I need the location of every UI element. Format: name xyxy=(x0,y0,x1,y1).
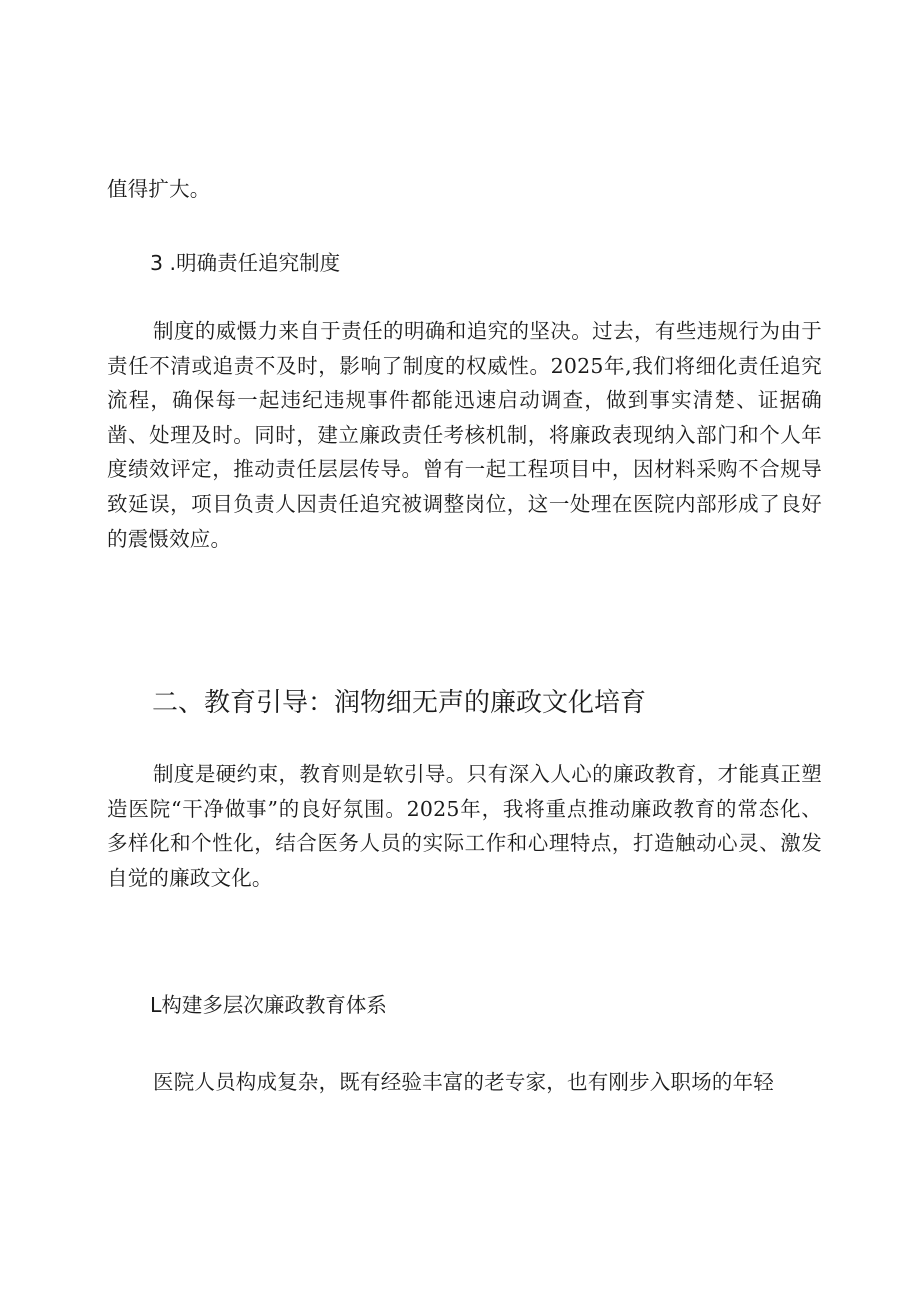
continuation-text: 值得扩大。 xyxy=(107,177,211,201)
subsection1-heading: L构建多层次廉政教育体系 xyxy=(150,993,387,1017)
part2-paragraph: 制度是硬约束，教育则是软引导。只有深入人心的廉政教育，才能真正塑造医院“干净做事”的良好氛围。2025年，我将重点推动廉政教育的常态化、多样化和个性化，结合医务人员的实际工作和心理特点，打造触动心灵、激发自觉的廉政文化。 xyxy=(107,762,822,890)
subsection1-paragraph: 医院人员构成复杂，既有经验丰富的老专家，也有刚步入职场的年轻 xyxy=(153,1070,774,1094)
section3-paragraph: 制度的威慑力来自于责任的明确和追究的坚决。过去，有些违规行为由于责任不清或追责不及时，影响了制度的权威性。2025年,我们将细化责任追究流程，确保每一起违纪违规事件都能迅速启动调查，做到事实清楚、证据确凿、处理及时。同时，建立廉政责任考核机制，将廉政表现纳入部门和个人年度绩效评定，推动责任层层传导。曾有一起工程项目中，因材料采购不合规导致延误，项目负责人因责任追究被调整岗位，这一处理在医院内部形成了良好的震慑效应。 xyxy=(107,319,822,551)
section3-heading: 3 .明确责任追究制度 xyxy=(150,251,341,275)
part2-heading: 二、教育引导：润物细无声的廉政文化培育 xyxy=(152,688,647,718)
